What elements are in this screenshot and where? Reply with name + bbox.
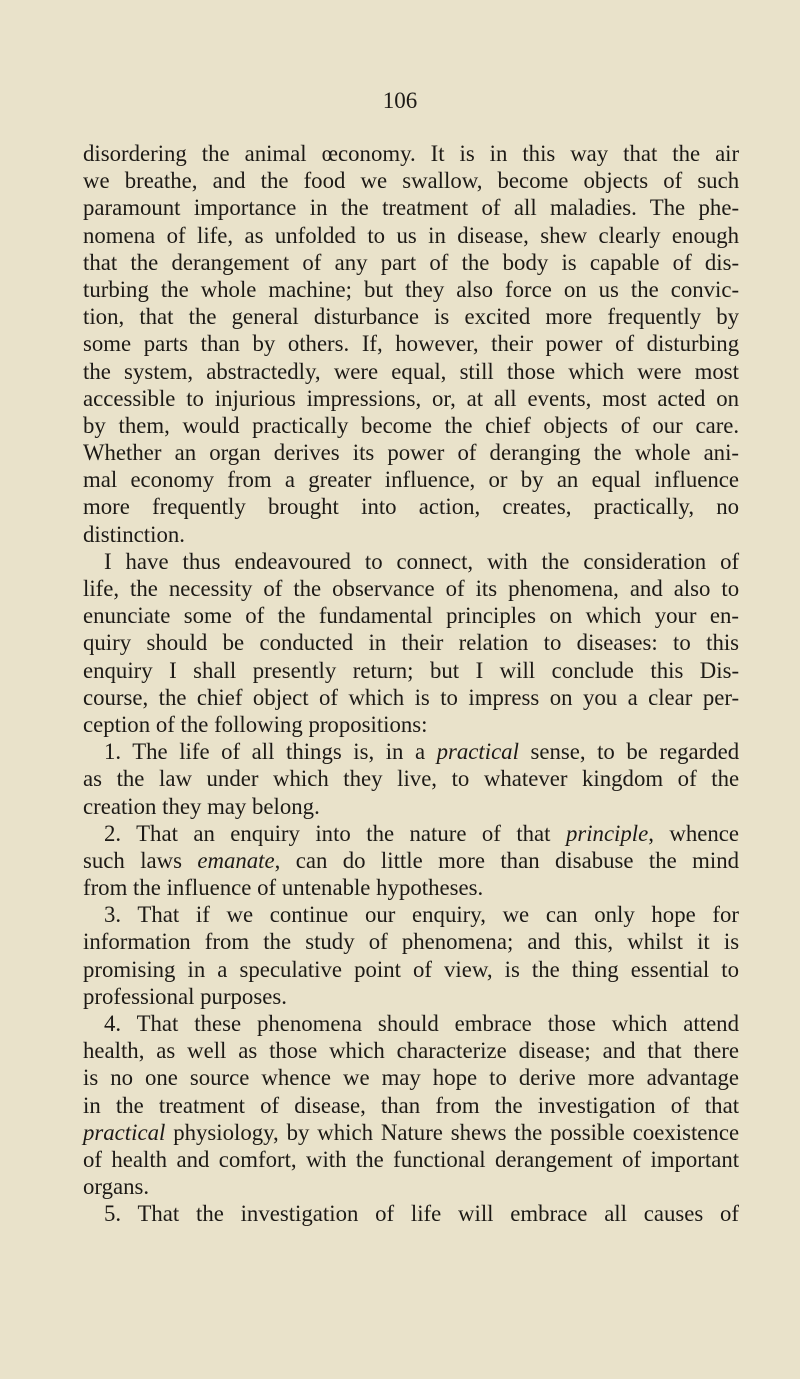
text-line: Whether an organ derives its power of deranging the whole ani- [83, 440, 740, 466]
text-line: distinction. [83, 521, 185, 547]
text-line: practical physiology, by which Nature shews the possible coexistence [83, 1119, 740, 1145]
text-line: life, the necessity of the observance of its phenomena, and also to [83, 576, 740, 601]
text-line: in the treatment of disease, than from the investigation of that [83, 1092, 740, 1118]
text-line: some parts than by others. If, however, their power of disturbing [83, 331, 740, 357]
text-line: health, as well as those which characterize disease; and that there [83, 1038, 740, 1064]
text-line: disordering the animal œconomy. It is in this way that the air [83, 141, 740, 166]
text-line: mal economy from a greater influence, or by an equal influence [83, 467, 740, 493]
text-line: 5. That the investigation of life will embrace all causes of [104, 1201, 739, 1227]
text-line: the system, abstractedly, were equal, still those which were most [83, 358, 740, 384]
text-line: as the law under which they live, to whatever kingdom of the [83, 766, 740, 792]
body-text [83, 140, 739, 1228]
text-line: 1. The life of all things is, in a practical sense, to be regarded [104, 739, 740, 765]
text-line: is no one source whence we may hope to derive more advantage [83, 1065, 740, 1091]
text-line: paramount importance in the treatment of all maladies. The phe- [83, 195, 740, 221]
text-line: enquiry I shall presently return; but I will conclude this Dis- [83, 657, 740, 683]
text-line: more frequently brought into action, creates, practically, no [83, 494, 740, 520]
text-line: information from the study of phenomena; and this, whilst it is [83, 929, 740, 955]
text-line: by them, would practically become the chief objects of our care. [83, 412, 740, 438]
text-line: nomena of life, as unfolded to us in disease, shew clearly enough [83, 222, 740, 248]
text-line: 3. That if we continue our enquiry, we can only hope for [104, 902, 740, 928]
text-line: professional purposes. [83, 983, 287, 1009]
text-line: course, the chief object of which is to impress on you a clear per- [83, 684, 740, 710]
text-line: creation they may belong. [83, 793, 320, 819]
text-line: I have thus endeavoured to connect, with the consideration of [104, 548, 740, 574]
text-line: tion, that the general disturbance is excited more frequently by [83, 304, 740, 330]
text-line: that the derangement of any part of the body is capable of dis- [83, 249, 740, 275]
page-number: 106 [382, 88, 418, 113]
text-line: 2. That an enquiry into the nature of that principle, whence [104, 820, 739, 846]
text-line: 4. That these phenomena should embrace those which attend [104, 1011, 739, 1036]
text-line: turbing the whole machine; but they also force on us the convic- [83, 276, 740, 302]
text-line: promising in a speculative point of view, is the thing essential to [83, 956, 739, 982]
text-line: of health and comfort, with the functional derangement of important [83, 1146, 740, 1172]
text-line: ception of the following propositions: [83, 711, 428, 737]
text-line: from the influence of untenable hypotheses. [83, 875, 484, 901]
text-line: organs. [83, 1174, 150, 1200]
text-line: accessible to injurious impressions, or, at all events, most acted on [83, 385, 740, 411]
text-line: such laws emanate, can do little more than disabuse the mind [83, 847, 740, 873]
text-line: quiry should be conducted in their relation to diseases: to this [83, 630, 740, 656]
text-line: we breathe, and the food we swallow, become objects of such [83, 168, 740, 194]
text-line: enunciate some of the fundamental principles on which your en- [83, 603, 739, 629]
